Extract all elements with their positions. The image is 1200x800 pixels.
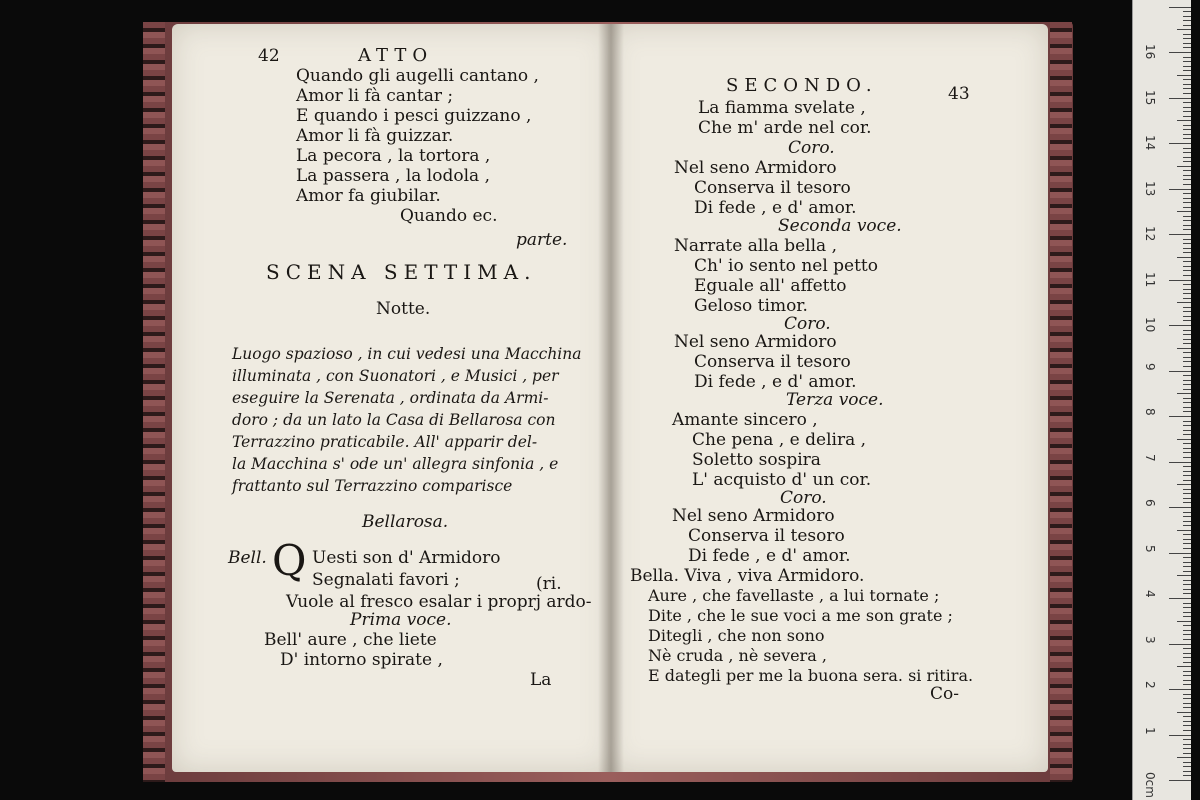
ruler-tick [1183, 539, 1191, 540]
ruler-tick [1183, 216, 1191, 217]
ruler-tick [1177, 29, 1191, 30]
ruler-tick [1183, 589, 1191, 590]
ruler-tick [1183, 707, 1191, 708]
ruler-tick [1169, 325, 1191, 326]
ruler-label: 9 [1143, 362, 1157, 371]
ruler-tick [1183, 521, 1191, 522]
ruler-label: 6 [1143, 499, 1157, 507]
ruler-tick [1183, 57, 1191, 58]
ruler-tick [1183, 229, 1191, 230]
catchword: La [530, 670, 552, 690]
ruler-tick [1169, 735, 1191, 736]
ruler-tick [1169, 143, 1191, 144]
ruler-tick [1177, 393, 1191, 394]
ruler-tick [1183, 389, 1191, 390]
speech-line: (ri. [536, 574, 562, 594]
ruler-tick [1169, 553, 1191, 554]
ruler-tick [1183, 616, 1191, 617]
ruler-tick [1183, 93, 1191, 94]
ruler-tick [1183, 671, 1191, 672]
ruler-label: 1 [1143, 726, 1157, 735]
ruler-label: 12 [1143, 226, 1157, 242]
ruler-tick [1169, 507, 1191, 508]
ruler-tick [1183, 34, 1191, 35]
ruler-tick [1183, 603, 1191, 604]
verse-line: Che pena , e delira , [692, 430, 867, 450]
ruler-tick [1183, 289, 1191, 290]
ruler-tick [1177, 348, 1191, 349]
ruler-tick [1183, 675, 1191, 676]
ruler-tick [1183, 534, 1191, 535]
ruler-tick [1169, 689, 1191, 690]
ruler-tick [1183, 70, 1191, 71]
ruler-tick [1183, 179, 1191, 180]
right-page [608, 24, 1048, 772]
verse-line: Di fede , e d' amor. [694, 198, 857, 218]
ruler-tick [1183, 612, 1191, 613]
speech-line: E dategli per me la buona sera. si ritira. [648, 666, 974, 685]
verse-line: Amor li fà cantar ; [296, 86, 454, 106]
ruler-tick [1183, 270, 1191, 271]
ruler-tick [1183, 721, 1191, 722]
ruler-label: 13 [1143, 180, 1157, 196]
ruler-tick [1169, 189, 1191, 190]
ruler-tick [1169, 234, 1191, 235]
ruler-tick [1183, 475, 1191, 476]
ruler-tick [1183, 239, 1191, 240]
ruler-label: 10 [1143, 317, 1157, 333]
ruler-tick [1183, 134, 1191, 135]
ruler-tick [1183, 625, 1191, 626]
ruler-tick [1183, 694, 1191, 695]
ruler-tick [1183, 489, 1191, 490]
stage-direction-line: Luogo spazioso , in cui vedesi una Macchina [232, 345, 582, 363]
ruler-tick [1183, 516, 1191, 517]
cover-edge-left [143, 22, 165, 782]
ruler-tick [1183, 152, 1191, 153]
ruler-tick [1183, 630, 1191, 631]
ruler-tick [1183, 61, 1191, 62]
ruler-tick [1177, 166, 1191, 167]
ruler-tick [1183, 593, 1191, 594]
stage-direction-line: la Macchina s' ode un' allegra sinfonia , e [232, 455, 559, 473]
ruler-tick [1183, 107, 1191, 108]
ruler-tick [1183, 25, 1191, 26]
ruler-tick [1183, 512, 1191, 513]
speech-line: Aure , che favellaste , a lui tornate ; [648, 586, 940, 605]
ruler-tick [1183, 548, 1191, 549]
ruler-tick [1177, 712, 1191, 713]
verse-line: Amante sincero , [672, 410, 818, 430]
verse-line: Nel seno Armidoro [674, 332, 837, 352]
ruler-tick [1183, 334, 1191, 335]
verse-line: Conserva il tesoro [694, 178, 851, 198]
stage-direction-line: eseguire la Serenata , ordinata da Armi- [232, 389, 549, 407]
ruler-tick [1183, 170, 1191, 171]
ruler-tick [1169, 644, 1191, 645]
ruler-label: 8 [1143, 408, 1157, 416]
ruler-tick [1183, 662, 1191, 663]
ruler-tick [1183, 198, 1191, 199]
ruler-tick [1183, 457, 1191, 458]
speech-line: Vuole al fresco esalar i proprj ardo- [286, 592, 592, 612]
ruler-tick [1183, 525, 1191, 526]
ruler-tick [1169, 98, 1191, 99]
speech-line: Nè cruda , nè severa , [648, 646, 827, 665]
verse-line: Quando ec. [400, 206, 498, 226]
catchword: Co- [930, 684, 959, 704]
ruler-tick [1183, 111, 1191, 112]
ruler-label: 11 [1143, 271, 1157, 287]
ruler-tick [1183, 402, 1191, 403]
cover-edge-right [1050, 22, 1072, 782]
ruler-tick [1183, 11, 1191, 12]
ruler-tick [1183, 43, 1191, 44]
scene-subtitle: Notte. [376, 299, 431, 319]
ruler-tick [1183, 261, 1191, 262]
ruler-tick [1183, 493, 1191, 494]
ruler-tick [1183, 366, 1191, 367]
ruler-tick [1183, 448, 1191, 449]
ruler-tick [1183, 16, 1191, 17]
ruler-tick [1183, 243, 1191, 244]
ruler-tick [1183, 193, 1191, 194]
verse-line: Di fede , e d' amor. [688, 546, 851, 566]
ruler-tick [1183, 398, 1191, 399]
ruler-tick [1183, 571, 1191, 572]
running-head: SECONDO. [726, 75, 878, 96]
ruler-tick [1183, 84, 1191, 85]
ruler-label: 0cm [1143, 772, 1157, 798]
ruler-tick [1183, 425, 1191, 426]
ruler-tick [1183, 703, 1191, 704]
ruler-tick [1183, 311, 1191, 312]
ruler-tick [1183, 471, 1191, 472]
voice-label: Terza voce. [786, 390, 884, 410]
ruler-tick [1183, 762, 1191, 763]
ruler-tick [1169, 462, 1191, 463]
ruler-tick [1183, 498, 1191, 499]
ruler-label: 3 [1143, 635, 1157, 644]
ruler-tick [1183, 684, 1191, 685]
ruler-tick [1183, 653, 1191, 654]
ruler-tick [1183, 725, 1191, 726]
song-line: D' intorno spirate , [280, 650, 443, 670]
stage-direction-line: Terrazzino praticabile. All' apparir del- [232, 433, 538, 451]
verse-line: Soletto sospira [692, 450, 821, 470]
ruler-tick [1177, 530, 1191, 531]
ruler-tick [1183, 284, 1191, 285]
ruler-tick [1183, 421, 1191, 422]
verse-line: Amor fa giubilar. [296, 186, 441, 206]
ruler-tick [1183, 79, 1191, 80]
scene-title: SCENA SETTIMA. [266, 260, 537, 284]
ruler-tick [1169, 416, 1191, 417]
verse-line: Eguale all' affetto [694, 276, 847, 296]
ruler-tick [1183, 466, 1191, 467]
ruler-tick [1183, 375, 1191, 376]
ruler-tick [1183, 730, 1191, 731]
ruler-tick [1183, 352, 1191, 353]
ruler-tick [1183, 380, 1191, 381]
ruler-label: 7 [1143, 453, 1157, 462]
ruler-tick [1183, 88, 1191, 89]
ruler-tick [1183, 434, 1191, 435]
ruler-tick [1183, 480, 1191, 481]
drop-cap: Q [272, 536, 307, 585]
stage-direction-line: illuminata , con Suonatori , e Musici , per [232, 367, 559, 385]
chorus-label: Coro. [780, 488, 827, 508]
ruler-tick [1183, 698, 1191, 699]
ruler-tick [1183, 562, 1191, 563]
ruler-tick [1183, 430, 1191, 431]
verse-line: Conserva il tesoro [694, 352, 851, 372]
verse-line: La passera , la lodola , [296, 166, 490, 186]
ruler-tick [1183, 316, 1191, 317]
ruler-tick [1183, 580, 1191, 581]
ruler-tick [1183, 275, 1191, 276]
ruler-tick [1183, 330, 1191, 331]
song-line: Bell' aure , che liete [264, 630, 437, 650]
character-name: Bellarosa. [362, 512, 449, 532]
ruler-label: 15 [1143, 89, 1157, 105]
ruler-tick [1183, 38, 1191, 39]
ruler-tick [1183, 748, 1191, 749]
stage-direction-line: doro ; da un lato la Casa di Bellarosa con [232, 411, 556, 429]
chorus-label: Coro. [788, 138, 835, 158]
verse-line: Ch' io sento nel petto [694, 256, 879, 276]
ruler-tick [1183, 411, 1191, 412]
ruler-tick [1183, 639, 1191, 640]
ruler-tick [1183, 207, 1191, 208]
ruler-tick [1183, 339, 1191, 340]
verse-line: La pecora , la tortora , [296, 146, 491, 166]
ruler-tick [1183, 298, 1191, 299]
speech-line: Bella. Viva , viva Armidoro. [630, 566, 865, 586]
ruler-tick [1177, 484, 1191, 485]
ruler-tick [1183, 543, 1191, 544]
ruler-tick [1183, 248, 1191, 249]
verse-line: Geloso timor. [694, 296, 808, 316]
ruler-tick [1183, 443, 1191, 444]
ruler-tick [1183, 320, 1191, 321]
voice-label: Prima voce. [350, 610, 452, 630]
ruler-tick [1183, 343, 1191, 344]
ruler-tick [1183, 657, 1191, 658]
ruler-tick [1183, 175, 1191, 176]
ruler-tick [1183, 771, 1191, 772]
left-page [172, 24, 612, 772]
ruler-tick [1183, 161, 1191, 162]
ruler-tick [1183, 775, 1191, 776]
ruler-tick [1183, 129, 1191, 130]
ruler-tick [1183, 138, 1191, 139]
ruler-tick [1183, 584, 1191, 585]
ruler-tick [1183, 744, 1191, 745]
speech-line: Segnalati favori ; [312, 570, 460, 590]
verse-line: L' acquisto d' un cor. [692, 470, 872, 490]
ruler-tick [1183, 102, 1191, 103]
verse-line: Conserva il tesoro [688, 526, 845, 546]
page-number: 43 [948, 84, 970, 104]
ruler-label: 2 [1143, 681, 1157, 689]
ruler-tick [1183, 293, 1191, 294]
speaker-label: Bell. [228, 548, 267, 568]
verse-line: Quando gli augelli cantano , [296, 66, 539, 86]
ruler-tick [1183, 202, 1191, 203]
ruler-tick [1177, 666, 1191, 667]
stage-direction-line: frattanto sul Terrazzino comparisce [232, 477, 513, 495]
ruler-tick [1183, 384, 1191, 385]
ruler-tick [1183, 20, 1191, 21]
verse-line: Nel seno Armidoro [672, 506, 835, 526]
speech-line: Dite , che le sue voci a me son grate ; [648, 606, 953, 625]
ruler-label: 16 [1143, 44, 1157, 60]
ruler-tick [1183, 557, 1191, 558]
ruler-tick [1177, 757, 1191, 758]
ruler-tick [1177, 575, 1191, 576]
speech-line: Uesti son d' Armidoro [312, 548, 501, 568]
verse-line: Nel seno Armidoro [674, 158, 837, 178]
ruler-tick [1183, 648, 1191, 649]
ruler-tick [1183, 566, 1191, 567]
ruler-tick [1183, 407, 1191, 408]
verse-line: Amor li fà guizzar. [296, 126, 454, 146]
verse-line: Che m' arde nel cor. [698, 118, 872, 138]
ruler-tick [1169, 7, 1191, 8]
ruler-tick [1183, 361, 1191, 362]
ruler-tick [1177, 120, 1191, 121]
chorus-label: Coro. [784, 314, 831, 334]
ruler-tick [1177, 302, 1191, 303]
ruler-tick [1177, 621, 1191, 622]
ruler-tick [1183, 148, 1191, 149]
ruler-tick [1169, 371, 1191, 372]
ruler-tick [1183, 634, 1191, 635]
ruler-tick [1183, 47, 1191, 48]
running-head: ATTO [358, 45, 434, 66]
ruler-tick [1169, 598, 1191, 599]
ruler-tick [1183, 157, 1191, 158]
ruler-tick [1177, 439, 1191, 440]
ruler-tick [1183, 252, 1191, 253]
ruler-tick [1177, 211, 1191, 212]
page-number: 42 [258, 46, 280, 66]
ruler-tick [1183, 116, 1191, 117]
ruler-tick [1183, 184, 1191, 185]
ruler-tick [1183, 739, 1191, 740]
ruler-label: 14 [1143, 135, 1157, 151]
ruler-label: 5 [1143, 544, 1157, 553]
ruler-tick [1183, 607, 1191, 608]
verse-line: Narrate alla bella , [674, 236, 838, 256]
ruler-tick [1169, 780, 1191, 781]
ruler-tick [1183, 502, 1191, 503]
ruler-tick [1183, 680, 1191, 681]
ruler-tick [1183, 125, 1191, 126]
ruler-tick [1183, 66, 1191, 67]
measuring-ruler [1132, 0, 1191, 800]
ruler-label: 4 [1143, 590, 1157, 598]
ruler-tick [1183, 716, 1191, 717]
ruler-tick [1183, 220, 1191, 221]
ruler-tick [1177, 75, 1191, 76]
ruler-tick [1183, 357, 1191, 358]
verse-line: E quando i pesci guizzano , [296, 106, 532, 126]
ruler-tick [1169, 280, 1191, 281]
ruler-tick [1177, 257, 1191, 258]
voice-label: Seconda voce. [778, 216, 902, 236]
verse-line: La fiamma svelate , [698, 98, 866, 118]
ruler-tick [1183, 307, 1191, 308]
speech-line: Ditegli , che non sono [648, 626, 825, 645]
exit-note: parte. [516, 230, 568, 250]
book-gutter [598, 24, 624, 772]
ruler-tick [1183, 753, 1191, 754]
verse-line: Di fede , e d' amor. [694, 372, 857, 392]
ruler-tick [1169, 52, 1191, 53]
ruler-tick [1183, 452, 1191, 453]
ruler-tick [1183, 766, 1191, 767]
ruler-tick [1183, 225, 1191, 226]
ruler-tick [1183, 266, 1191, 267]
